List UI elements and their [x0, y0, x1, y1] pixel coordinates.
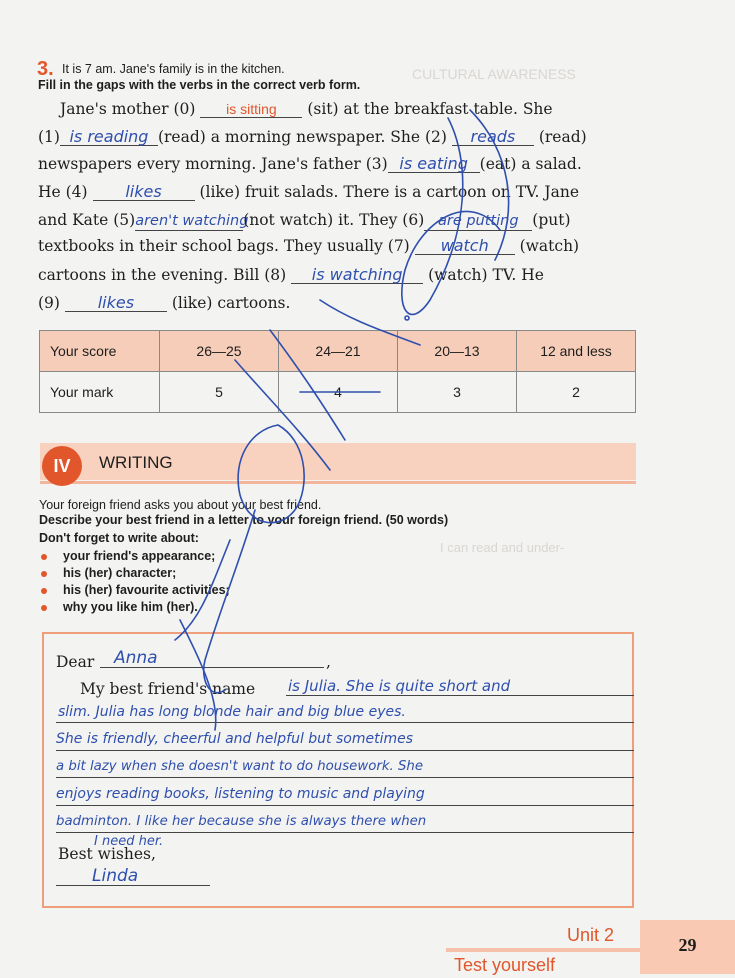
- mark-cell: 5: [160, 372, 279, 413]
- exercise-line-8: (9) likes (like) cartoons.: [38, 293, 291, 312]
- exercise-line-5: and Kate (5)aren't watching(not watch) it. They (6) are putting (put): [38, 211, 571, 229]
- letter-rule: [56, 777, 634, 778]
- checklist-item: his (her) character;: [39, 566, 230, 583]
- exercise-line-3: newspapers every morning. Jane's father (3) is eating (eat) a salad.: [38, 154, 582, 173]
- letter-rule: [56, 722, 634, 723]
- writing-intro: Your foreign friend asks you about your best friend.: [39, 498, 322, 512]
- exercise-line-4: He (4) likes (like) fruit salads. There is a cartoon on TV. Jane: [38, 182, 579, 201]
- score-table: [39, 330, 636, 413]
- answer-7[interactable]: watch: [415, 237, 515, 255]
- letter-rule: [56, 750, 634, 751]
- pen-dot: [405, 316, 409, 320]
- checklist-item: your friend's appearance;: [39, 549, 230, 566]
- unit-label: Unit 2: [567, 925, 615, 945]
- answer-9[interactable]: likes: [65, 294, 167, 312]
- score-cell: 12 and less: [517, 331, 636, 372]
- letter-line[interactable]: slim. Julia has long blonde hair and big blue eyes.: [58, 704, 406, 720]
- answer-8[interactable]: is watching: [291, 266, 423, 284]
- test-yourself-label: Test yourself: [454, 955, 556, 975]
- example-answer: is sitting: [200, 101, 302, 118]
- letter-line[interactable]: enjoys reading books, listening to music and playing: [56, 786, 425, 802]
- mark-row: [40, 372, 636, 413]
- show-through-text: CULTURAL AWARENESS: [412, 66, 576, 82]
- section-title: WRITING: [99, 453, 173, 472]
- letter-line[interactable]: is Julia. She is quite short and: [288, 677, 511, 695]
- score-row: [40, 331, 636, 372]
- friend-name-label: My best friend's name: [80, 680, 256, 698]
- checklist-item: why you like him (her).: [39, 600, 230, 617]
- letter-line[interactable]: She is friendly, cheerful and helpful but sometimes: [56, 731, 414, 747]
- writing-checklist: [39, 549, 230, 617]
- dont-forget-label: Don't forget to write about:: [39, 531, 199, 545]
- exercise-line-7: cartoons in the evening. Bill (8) is watching (watch) TV. He: [38, 265, 544, 284]
- task-number: 3.: [37, 58, 54, 80]
- answer-4[interactable]: likes: [93, 183, 195, 201]
- greeting-comma: ,: [326, 653, 331, 671]
- answer-6[interactable]: are putting: [424, 213, 532, 231]
- exercise-line-6: textbooks in their school bags. They usually (7) watch (watch): [38, 236, 580, 255]
- answer-5[interactable]: aren't watching: [135, 213, 249, 229]
- task-instruction: Fill in the gaps with the verbs in the correct verb form.: [38, 78, 361, 92]
- letter-line[interactable]: I need her.: [94, 834, 164, 849]
- score-cell: 20—13: [398, 331, 517, 372]
- letter-rule: [56, 832, 634, 833]
- letter-line[interactable]: badminton. I like her because she is always there when: [56, 814, 427, 829]
- answer-2[interactable]: reads: [452, 128, 534, 146]
- letter-greeting: Dear: [56, 653, 95, 671]
- score-cell: 26—25: [160, 331, 279, 372]
- letter-rule: [56, 805, 634, 806]
- answer-3[interactable]: is eating: [388, 155, 480, 173]
- writing-instruction: Describe your best friend in a letter to your foreign friend. (50 words): [39, 513, 449, 527]
- exercise-line-2: (1) is reading (read) a morning newspaper. She (2) reads (read): [38, 127, 587, 146]
- task-intro: It is 7 am. Jane's family is in the kitchen.: [62, 62, 285, 76]
- checklist-item: his (her) favourite activities;: [39, 583, 230, 600]
- answer-1[interactable]: is reading: [60, 128, 158, 146]
- page-number: 29: [640, 920, 735, 974]
- letter-closing: Best wishes,: [58, 845, 156, 863]
- signature[interactable]: Linda: [92, 866, 139, 886]
- letter-rule: [286, 695, 634, 696]
- mark-row-label: Your mark: [40, 372, 160, 413]
- footer-rule: [446, 948, 646, 952]
- section-number-badge: IV: [42, 446, 82, 486]
- exercise-line-1: Jane's mother (0) is sitting (sit) at the breakfast table. She: [60, 100, 553, 118]
- score-row-label: Your score: [40, 331, 160, 372]
- mark-cell: 2: [517, 372, 636, 413]
- score-cell: 24—21: [279, 331, 398, 372]
- mark-cell: 3: [398, 372, 517, 413]
- letter-line[interactable]: a bit lazy when she doesn't want to do housework. She: [56, 759, 424, 774]
- mark-cell: 4: [279, 372, 398, 413]
- greeting-name-field[interactable]: [100, 648, 324, 668]
- show-through-text: I can read and under-: [440, 540, 565, 555]
- greeting-name: Anna: [114, 648, 158, 668]
